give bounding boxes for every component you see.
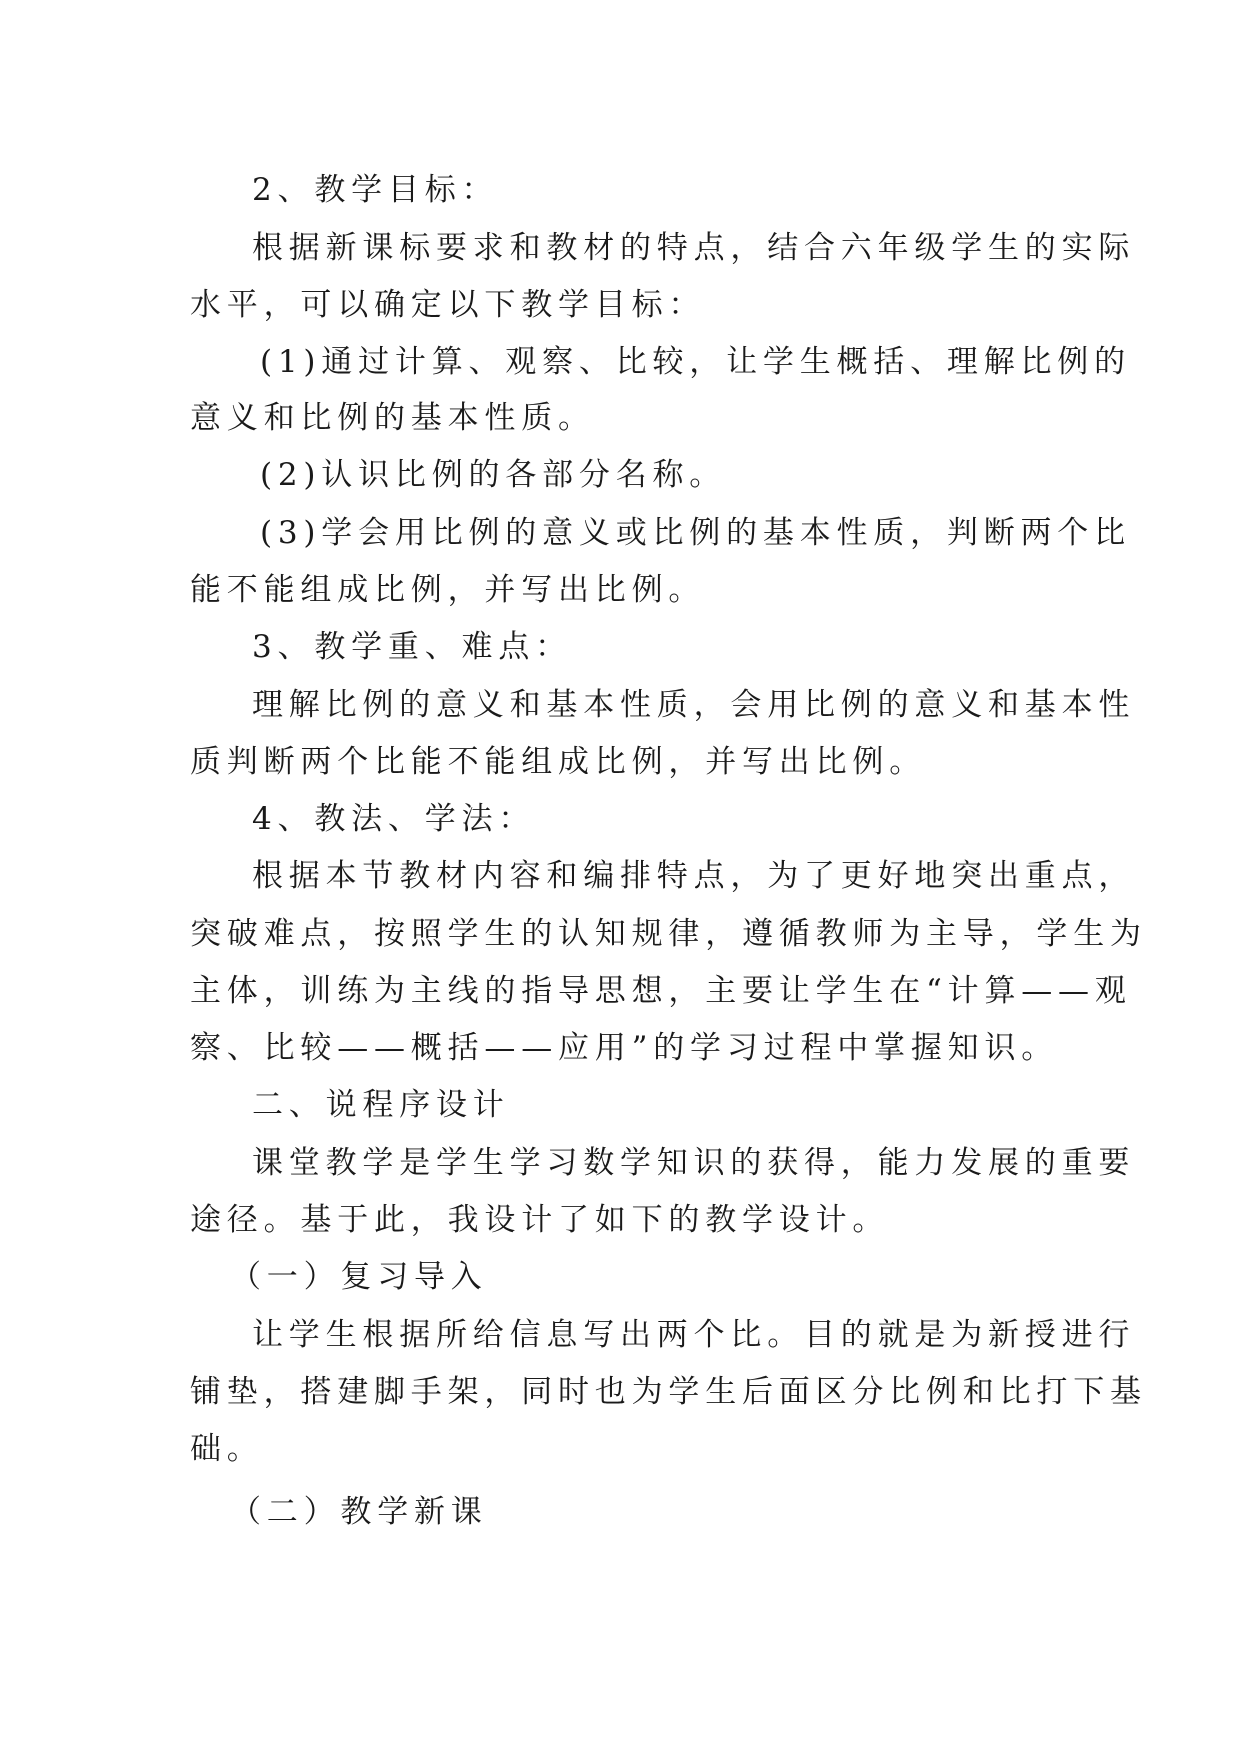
paragraph-line: 理解比例的意义和基本性质，会用比例的意义和基本性 [252,687,1136,723]
heading-teaching-goals: 2、教学目标： [252,172,499,208]
paragraph-line: 根据本节教材内容和编排特点，为了更好地突出重点， [252,858,1136,894]
heading-program-design: 二、说程序设计 [252,1087,510,1123]
list-item-2: (2)认识比例的各部分名称。 [260,457,727,493]
paragraph-line: 主体，训练为主线的指导思想，主要让学生在“计算——观 [190,973,1132,1009]
paragraph-line: 课堂教学是学生学习数学知识的获得，能力发展的重要 [252,1145,1136,1181]
paragraph-line: 能不能组成比例，并写出比例。 [190,572,706,608]
paragraph-line: 察、比较——概括——应用”的学习过程中掌握知识。 [190,1030,1059,1066]
heading-key-points: 3、教学重、难点： [252,629,572,665]
paragraph-line: 意义和比例的基本性质。 [190,400,595,436]
paragraph-line: 础。 [190,1431,264,1467]
heading-new-lesson: （二）教学新课 [230,1494,488,1530]
paragraph-line: 让学生根据所给信息写出两个比。目的就是为新授进行 [252,1317,1136,1353]
paragraph-line: 质判断两个比能不能组成比例，并写出比例。 [190,744,926,780]
heading-review: （一）复习导入 [230,1259,488,1295]
paragraph-line: 突破难点，按照学生的认知规律，遵循教师为主导，学生为 [190,916,1147,952]
heading-methods: 4、教法、学法： [252,801,536,837]
paragraph-line: 途径。基于此，我设计了如下的教学设计。 [190,1202,890,1238]
list-item-3: (3)学会用比例的意义或比例的基本性质，判断两个比 [260,515,1131,551]
paragraph-line: 根据新课标要求和教材的特点，结合六年级学生的实际 [252,230,1136,266]
paragraph-line: 铺垫，搭建脚手架，同时也为学生后面区分比例和比打下基 [190,1374,1147,1410]
list-item-1: (1)通过计算、观察、比较，让学生概括、理解比例的 [260,344,1131,380]
paragraph-line: 水平，可以确定以下教学目标： [190,287,706,323]
